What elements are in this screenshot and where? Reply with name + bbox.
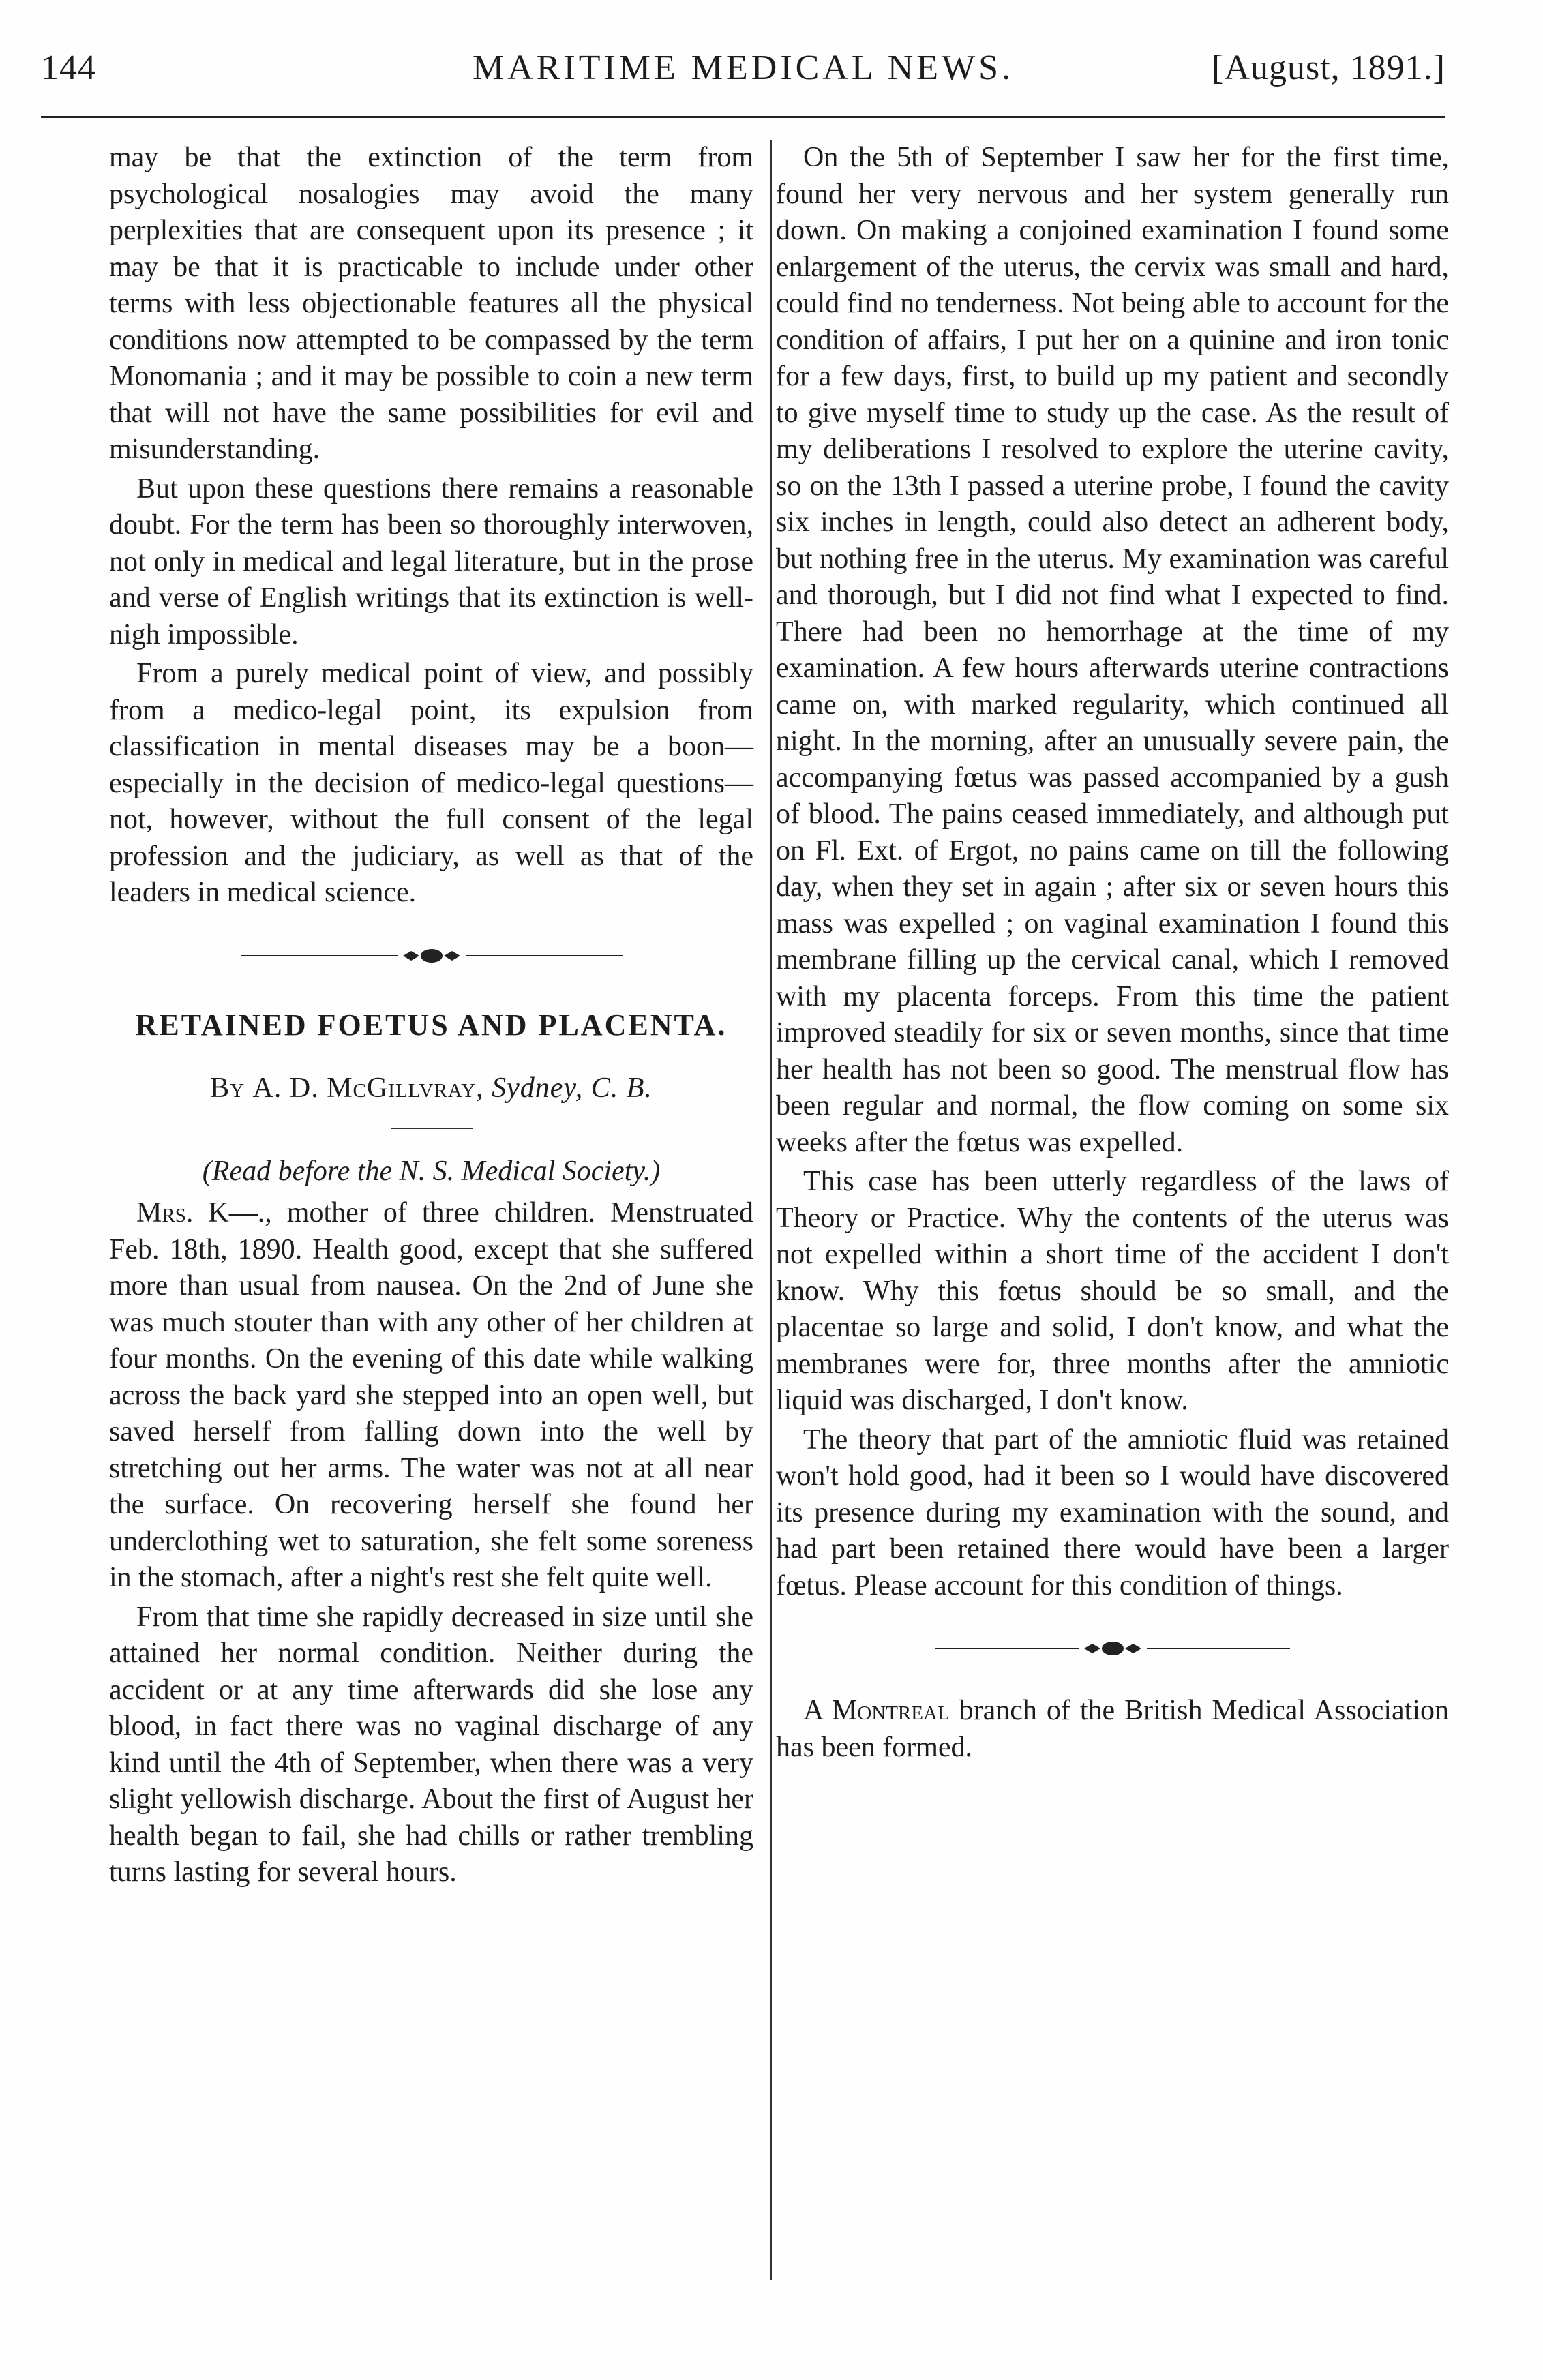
byline-prefix: By xyxy=(210,1072,245,1104)
case-paragraph-1 xyxy=(109,1195,753,1597)
article-title: RETAINED FOETUS AND PLACENTA. xyxy=(135,1008,728,1042)
page-number: 144 xyxy=(41,48,96,87)
notice-text: branch of the British Medical Association has been formed. xyxy=(776,1695,1449,1763)
paragraph-monomania-1: may be that the extinction of the term from psychological nosalogies may avoid the many perplexities that are consequent upon its presence ; it may be that it is practicable to include under other terms with less objectionable features all the physical conditions now attempted to be compassed by the term Monomania ; and it may be possible to coin a new term that will not have the same possibilities for evil and misunderstanding. xyxy=(109,142,753,465)
journal-title: MARITIME MEDICAL NEWS. xyxy=(472,48,1015,87)
ornament-rule-icon xyxy=(241,946,623,966)
section-ornament xyxy=(109,912,753,1000)
section-ornament-2 xyxy=(776,1604,1449,1693)
case-paragraph-5: The theory that part of the amniotic fluid was retained won't hold good, had it been so I would have discovered its presence during my examination with the sound, and had part been retained there would have been a larger fœtus. Please account for this condition of things. xyxy=(776,1424,1449,1601)
author-location: Sydney, C. B. xyxy=(492,1072,653,1104)
paragraph-monomania-2: But upon these questions there remains a reasonable doubt. For the term has been so thoroughly interwoven, not only in medical and legal literature, but in the prose and verse of English writings that its extinction is well-nigh impossible. xyxy=(109,472,753,650)
issue-date: [August, 1891.] xyxy=(1212,48,1445,87)
paragraph-monomania-3: From a purely medical point of view, and possibly from a medico-legal point, its expulsion from classification in mental diseases may be a boon—especially in the decision of medico-legal questions—not, however, without the full consent of the legal profession and the judiciary, as well as that of the leaders in medical science. xyxy=(109,658,753,908)
right-column xyxy=(776,140,1449,1766)
news-notice xyxy=(776,1693,1449,1766)
byline-rule xyxy=(391,1128,473,1129)
case-lead: Mrs. K—., xyxy=(136,1197,272,1229)
author-name: A. D. McGillvray, xyxy=(252,1072,484,1104)
notice-lead: A Montreal xyxy=(803,1695,950,1726)
case-paragraph-4: This case has been utterly regardless of the laws of Theory or Practice. Why the contents of the uterus was not expelled within a short time of the accident I don't know. Why this fœtus should be so small, and the placentae so large and solid, I don't know, and what the membranes were for, three months after the amniotic liquid was discharged, I don't know. xyxy=(776,1166,1449,1416)
left-column xyxy=(109,140,753,1891)
case-paragraph-3: On the 5th of September I saw her for the first time, found her very nervous and her system generally run down. On making a conjoined examination I found some enlargement of the uterus, the cervix was small and hard, could find no tenderness. Not being able to account for the condition of affairs, I put her on a quinine and iron tonic for a few days, first, to build up my patient and secondly to give myself time to study up the case. As the result of my deliberations I resolved to explore the uterine cavity, so on the 13th I passed a uterine probe, I found the cavity six inches in length, could also detect an adherent body, but nothing free in the uterus. My examination was careful and thorough, but I did not find what I expected to find. There had been no hemorrhage at the time of my examination. A few hours afterwards uterine contractions came on, with marked regularity, which continued all night. In the morning, after an unusually severe pain, the accompanying fœtus was passed accompanied by a gush of blood. The pains ceased immediately, and although put on Fl. Ext. of Ergot, no pains came on till the following day, when they set in again ; after six or seven hours this mass was expelled ; on vaginal examination I found this membrane filling up the cervical canal, which I removed with my placenta forceps. From this time the patient improved steadily for six or seven months, since that time her health has not been so good. The menstrual flow has been regular and normal, the flow coming on some six weeks after the fœtus was expelled. xyxy=(776,142,1449,1158)
ornament-rule-icon xyxy=(935,1638,1290,1659)
case-paragraph-2: From that time she rapidly decreased in size until she attained her normal condition. Neither during the accident or at any time afterwards did she lose any blood, in fact there was no vaginal discharge of any kind until the 4th of September, when there was a very slight yellowish discharge. About the first of August her health began to fail, she had chills or rather trembling turns lasting for several hours. xyxy=(109,1601,753,1888)
column-divider xyxy=(770,140,772,2280)
byline xyxy=(109,1070,753,1107)
running-head xyxy=(41,48,1445,102)
header-rule xyxy=(41,116,1445,118)
read-note: (Read before the N. S. Medical Society.) xyxy=(202,1155,661,1187)
case-paragraph-1-text: mother of three children. Menstruated Feb. 18th, 1890. Health good, except that she suffered more than usual from nausea. On the 2nd of June she was much stouter than with any other of her children at four months. On the evening of this date while walking across the back yard she stepped into an open well, but saved herself from falling down into the well by stretching out her arms. The water was not at all near the surface. On recovering herself she found her underclothing wet to saturation, she felt some soreness in the stomach, after a night's rest she felt quite well. xyxy=(109,1197,753,1593)
